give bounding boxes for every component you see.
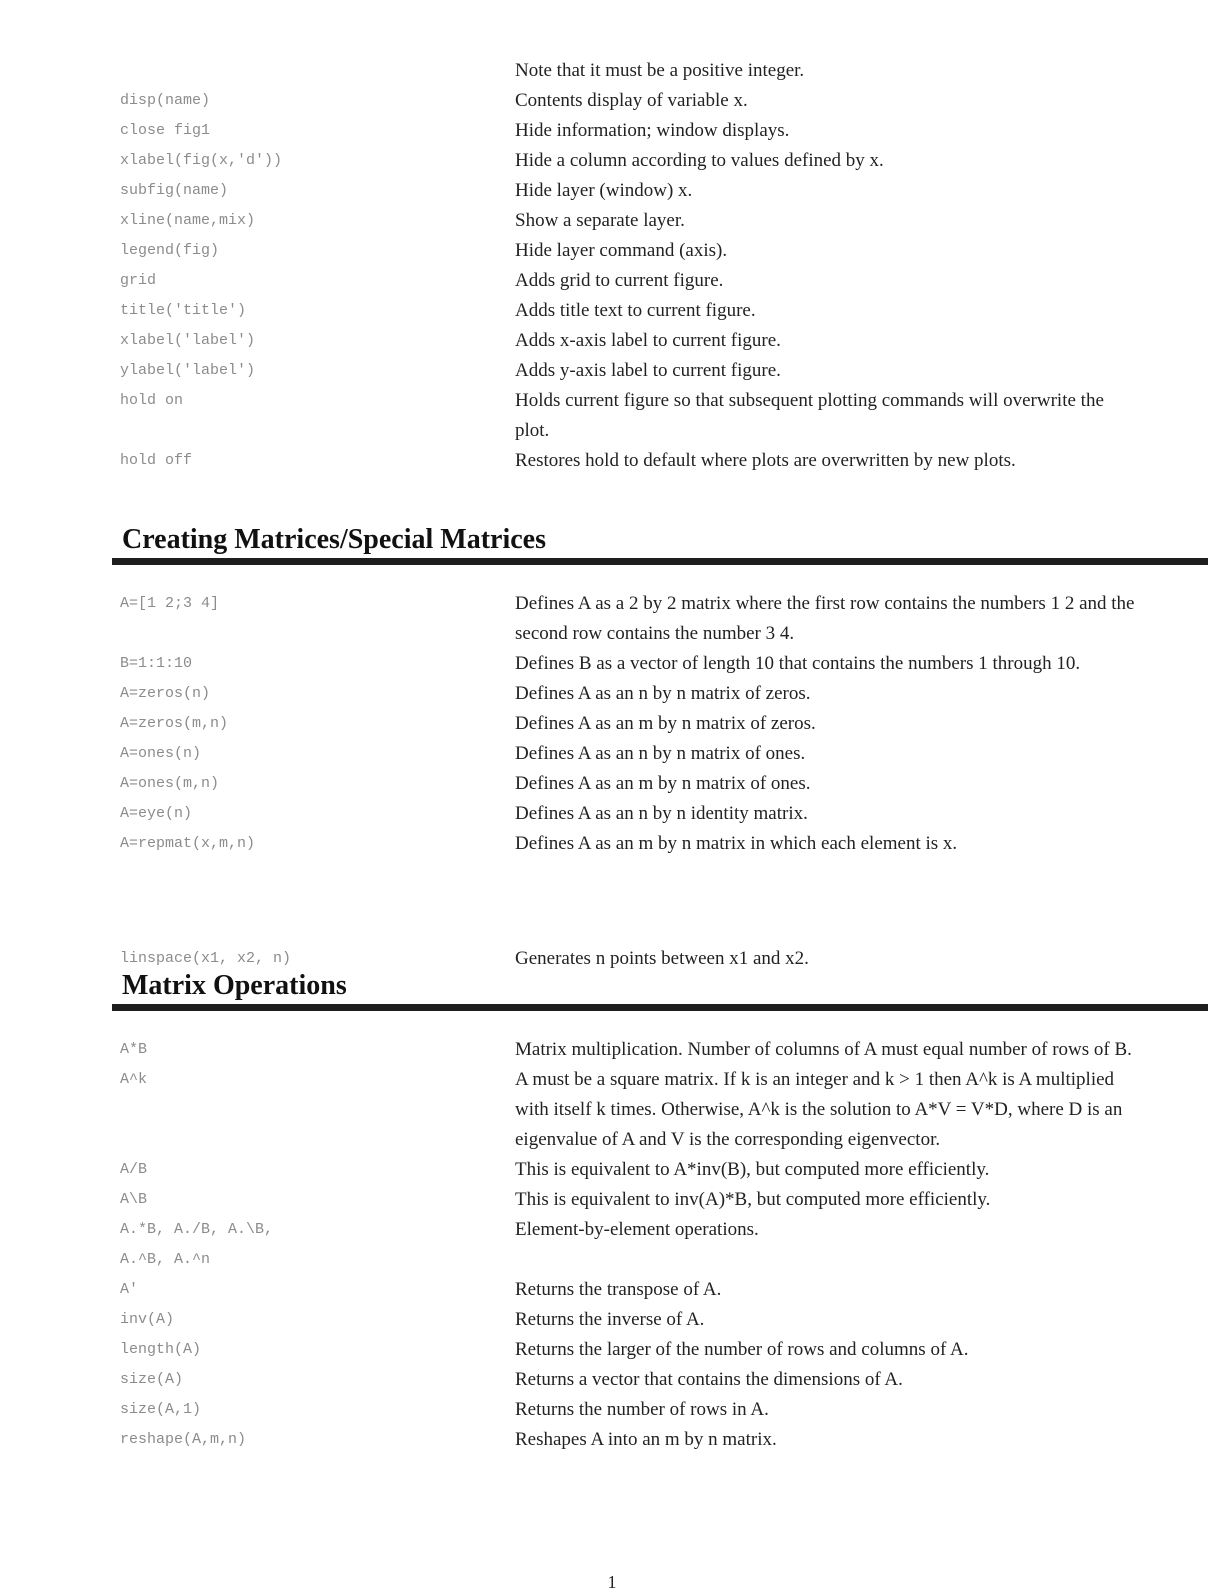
command-syntax: hold on bbox=[120, 392, 184, 409]
command-row bbox=[112, 829, 1208, 859]
command-description: This is equivalent to inv(A)*B, but computed more efficiently. bbox=[515, 1189, 991, 1210]
command-row bbox=[112, 116, 1208, 146]
command-row bbox=[112, 709, 1208, 739]
command-syntax: A=ones(n) bbox=[120, 745, 202, 762]
command-description: Contents display of variable x. bbox=[515, 90, 748, 111]
command-description: Defines A as an n by n matrix of ones. bbox=[515, 743, 806, 764]
command-description: Returns the larger of the number of rows and columns of A. bbox=[515, 1339, 969, 1360]
command-syntax: A^k bbox=[120, 1071, 148, 1088]
command-syntax: legend(fig) bbox=[120, 242, 220, 259]
command-row bbox=[112, 86, 1208, 116]
command-description: Adds x-axis label to current figure. bbox=[515, 330, 781, 351]
command-row bbox=[112, 1185, 1208, 1215]
command-description: Defines A as an m by n matrix of zeros. bbox=[515, 713, 816, 734]
command-description: Returns the inverse of A. bbox=[515, 1309, 705, 1330]
command-syntax: B=1:1:10 bbox=[120, 655, 193, 672]
command-row bbox=[112, 1275, 1208, 1305]
command-description: Note that it must be a positive integer. bbox=[515, 60, 805, 81]
command-row bbox=[112, 146, 1208, 176]
command-syntax: ylabel('label') bbox=[120, 362, 256, 379]
command-description: Returns the number of rows in A. bbox=[515, 1399, 769, 1420]
command-row bbox=[112, 356, 1208, 386]
command-description: Show a separate layer. bbox=[515, 210, 685, 231]
command-syntax: A=eye(n) bbox=[120, 805, 193, 822]
command-description: Hide layer command (axis). bbox=[515, 240, 728, 261]
command-description: Holds current figure so that subsequent plotting commands will overwrite the plot. bbox=[515, 390, 1104, 441]
command-description: Matrix multiplication. Number of columns of A must equal number of rows of B. bbox=[515, 1039, 1132, 1060]
command-row bbox=[112, 649, 1208, 679]
command-row bbox=[112, 56, 1208, 86]
command-row bbox=[112, 1395, 1208, 1425]
command-syntax: A.*B, A./B, A.\B, A.^B, A.^n bbox=[120, 1221, 274, 1268]
command-syntax: A' bbox=[120, 1281, 139, 1298]
command-syntax: length(A) bbox=[120, 1341, 202, 1358]
command-row bbox=[112, 769, 1208, 799]
command-syntax: disp(name) bbox=[120, 92, 211, 109]
command-row bbox=[112, 326, 1208, 356]
command-description: Element-by-element operations. bbox=[515, 1219, 759, 1240]
command-description: Generates n points between x1 and x2. bbox=[515, 948, 809, 969]
command-row bbox=[112, 799, 1208, 829]
command-description: Returns the transpose of A. bbox=[515, 1279, 722, 1300]
section-divider bbox=[112, 1004, 1208, 1011]
command-description: Adds grid to current figure. bbox=[515, 270, 724, 291]
command-syntax: hold off bbox=[120, 452, 193, 469]
command-syntax: size(A,1) bbox=[120, 1401, 202, 1418]
command-description: Defines A as an n by n identity matrix. bbox=[515, 803, 808, 824]
command-description: Defines B as a vector of length 10 that contains the numbers 1 through 10. bbox=[515, 653, 1081, 674]
command-syntax: xlabel('label') bbox=[120, 332, 256, 349]
command-row bbox=[112, 679, 1208, 709]
command-syntax: A=[1 2;3 4] bbox=[120, 595, 220, 612]
command-syntax: reshape(A,m,n) bbox=[120, 1431, 247, 1448]
command-row bbox=[112, 236, 1208, 266]
command-row bbox=[112, 739, 1208, 769]
command-description: Hide information; window displays. bbox=[515, 120, 790, 141]
command-row bbox=[112, 1335, 1208, 1365]
command-row bbox=[112, 296, 1208, 326]
command-row bbox=[112, 176, 1208, 206]
command-row bbox=[112, 589, 1208, 649]
page-number: 1 bbox=[607, 1572, 617, 1592]
command-description: Reshapes A into an m by n matrix. bbox=[515, 1429, 777, 1450]
command-syntax: A=ones(m,n) bbox=[120, 775, 220, 792]
command-syntax: xlabel(fig(x,'d')) bbox=[120, 152, 283, 169]
command-syntax: A=zeros(m,n) bbox=[120, 715, 229, 732]
command-description: Adds title text to current figure. bbox=[515, 300, 756, 321]
command-syntax: A/B bbox=[120, 1161, 148, 1178]
command-description: Defines A as an m by n matrix in which each element is x. bbox=[515, 833, 958, 854]
command-description: A must be a square matrix. If k is an integer and k > 1 then A^k is A multiplied with itself k times. Otherwise, A^k is the solution to A*V = V*D, where D is an eigenvalue of A and V is the corresponding eigenvector. bbox=[515, 1069, 1123, 1150]
command-description: Defines A as a 2 by 2 matrix where the first row contains the numbers 1 2 and the second row contains the number 3 4. bbox=[515, 593, 1135, 644]
command-row bbox=[112, 386, 1208, 446]
command-syntax: A\B bbox=[120, 1191, 148, 1208]
command-table-matrix-operations bbox=[112, 1035, 1208, 1455]
command-description: Returns a vector that contains the dimensions of A. bbox=[515, 1369, 903, 1390]
command-row bbox=[112, 1425, 1208, 1455]
command-description: Defines A as an m by n matrix of ones. bbox=[515, 773, 811, 794]
command-description: Hide layer (window) x. bbox=[515, 180, 693, 201]
command-description: Restores hold to default where plots are overwritten by new plots. bbox=[515, 450, 1016, 471]
section-title: Creating Matrices/Special Matrices bbox=[122, 524, 547, 555]
command-row bbox=[112, 446, 1208, 476]
command-description: Defines A as an n by n matrix of zeros. bbox=[515, 683, 811, 704]
command-row bbox=[112, 1365, 1208, 1395]
command-table-plotting bbox=[112, 56, 1208, 476]
command-syntax: linspace(x1, x2, n) bbox=[120, 950, 292, 967]
section-header-matrix-operations bbox=[112, 970, 1208, 1011]
command-syntax: close fig1 bbox=[120, 122, 211, 139]
command-table-creating-matrices bbox=[112, 589, 1208, 859]
command-description: Hide a column according to values defined by x. bbox=[515, 150, 884, 171]
command-description: This is equivalent to A*inv(B), but computed more efficiently. bbox=[515, 1159, 990, 1180]
command-syntax: subfig(name) bbox=[120, 182, 229, 199]
command-syntax: inv(A) bbox=[120, 1311, 175, 1328]
command-description: Adds y-axis label to current figure. bbox=[515, 360, 781, 381]
command-row bbox=[112, 206, 1208, 236]
command-row bbox=[112, 1065, 1208, 1155]
command-syntax: grid bbox=[120, 272, 157, 289]
section-divider bbox=[112, 558, 1208, 565]
command-row bbox=[112, 1305, 1208, 1335]
command-syntax: title('title') bbox=[120, 302, 247, 319]
command-syntax: xline(name,mix) bbox=[120, 212, 256, 229]
command-syntax: A*B bbox=[120, 1041, 148, 1058]
command-row bbox=[112, 1155, 1208, 1185]
command-row bbox=[112, 266, 1208, 296]
command-syntax: A=repmat(x,m,n) bbox=[120, 835, 256, 852]
command-syntax: size(A) bbox=[120, 1371, 184, 1388]
command-row bbox=[112, 1035, 1208, 1065]
command-syntax: A=zeros(n) bbox=[120, 685, 211, 702]
command-row bbox=[112, 1215, 1208, 1275]
section-title: Matrix Operations bbox=[122, 970, 347, 1001]
section-header-creating-matrices bbox=[112, 524, 1208, 565]
